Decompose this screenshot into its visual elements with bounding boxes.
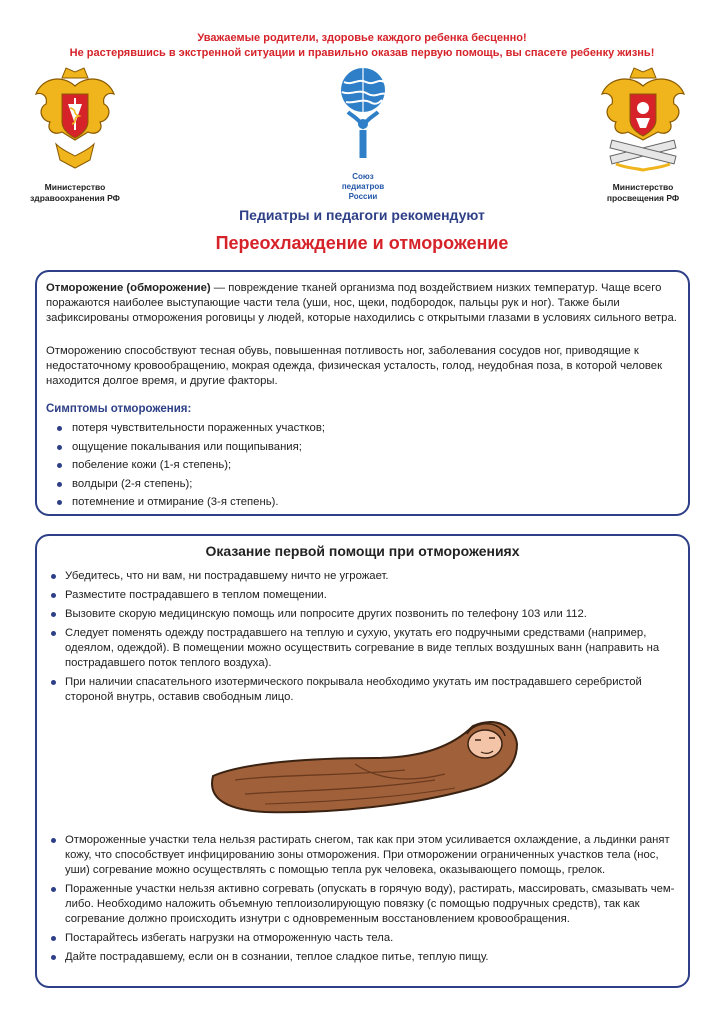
symptoms-heading: Симптомы отморожения: [46,403,192,415]
first-aid-step: Разместите пострадавшего в теплом помещении. [39,588,682,603]
first-aid-step: При наличии спасательного изотермического покрывала необходимо укутать им пострадавшего серебристой стороной внутрь, оставив свободным лицо. [39,675,682,705]
first-aid-step: Постарайтесь избегать нагрузки на отмороженную часть тела. [39,931,682,946]
first-aid-title: Оказание первой помощи при отморожениях [205,543,520,559]
ministry-education-emblem [596,64,690,176]
union-line-1: Союз [352,172,374,181]
ministry-education-caption [588,182,698,204]
union-line-3: России [348,192,378,201]
ministry-education-line-2: просвещения РФ [606,193,680,203]
union-line-2: педиатров [341,182,385,191]
symptom-item: потемнение и отмирание (3-я степень). [46,493,666,512]
first-aid-step: Дайте пострадавшему, если он в сознании, теплое сладкое питье, теплую пищу. [39,950,682,965]
header-line-2: Не растерявшись в экстренной ситуации и правильно оказав первую помощь, вы спасете ребенку жизнь! [69,47,655,59]
definition-term: Отморожение (обморожение) [46,282,211,294]
first-aid-list-bottom [39,833,682,969]
symptom-item: побеление кожи (1-я степень); [46,456,666,475]
symptom-item: ощущение покалывания или пощипывания; [46,438,666,457]
symptom-item: волдыри (2-я степень); [46,475,666,494]
pediatricians-union-logo [332,66,394,170]
header-line-1: Уважаемые родители, здоровье каждого ребенка бесценно! [197,32,527,44]
factors-paragraph: Отморожению способствуют тесная обувь, повышенная потливость ног, заболевания сосудов ног, приводящие к недостаточному кровообращению, мокрая одежда, физическая усталость, голод, неудобная поза, в которой человек находится долгое время, и другие факторы. [46,345,663,387]
first-aid-step: Следует поменять одежду пострадавшего на теплую и сухую, укутать его подручными средствами (например, одеялом, одеждой). В помещении можно осуществить согревание в виде теплых воздушных ванн (направить на пострадавшего поток теплого воздуха). [39,626,682,671]
ministry-education-line-1: Министерство [612,182,674,192]
ministry-health-line-1: Министерство [44,182,106,192]
definition-paragraph [46,281,681,326]
first-aid-step: Убедитесь, что ни вам, ни пострадавшему ничто не угрожает. [39,569,682,584]
ministry-health-emblem [32,64,118,176]
wrapped-person-illustration [205,714,525,824]
symptom-item: потеря чувствительности пораженных участков; [46,419,666,438]
symptoms-list [46,419,666,512]
first-aid-step: Пораженные участки нельзя активно согревать (опускать в горячую воду), растирать, массировать, смазывать чем-либо. Необходимо наложить объемную теплоизолирующую повязку (с помощью подручных средств), так как согревание должно происходить изнутри с одновременным восстановлением кровообращения. [39,882,682,927]
subtitle: Педиатры и педагоги рекомендуют [239,207,485,223]
definition-text: — повреждение тканей организма под воздействием низких температур. Чаще всего поражаются наиболее выступающие части тела (уши, нос, щеки, подбородок, пальцы рук и ног). Также были зафиксированы отморожения роговицы у людей, которые находились с открытыми глазами в условиях сильного ветра. [46,282,677,324]
first-aid-step: Вызовите скорую медицинскую помощь или попросите других позвонить по телефону 103 или 112. [39,607,682,622]
pediatricians-union-caption [323,172,403,202]
ministry-health-caption [20,182,130,204]
info-panel [35,270,690,516]
ministry-health-line-2: здравоохранения РФ [30,193,120,203]
first-aid-step: Отмороженные участки тела нельзя растирать снегом, так как при этом усиливается охлаждение, а льдинки ранят кожу, что способствует инфицированию зоны отморожения. При отморожении ограниченных участков тела (нос, уши) согревание можно осуществлять с помощью тепла рук человека, оказывающего помощь, грелок. [39,833,682,878]
page-title: Переохлаждение и отморожение [215,233,509,253]
first-aid-list-top [39,569,682,709]
first-aid-panel [35,534,690,988]
